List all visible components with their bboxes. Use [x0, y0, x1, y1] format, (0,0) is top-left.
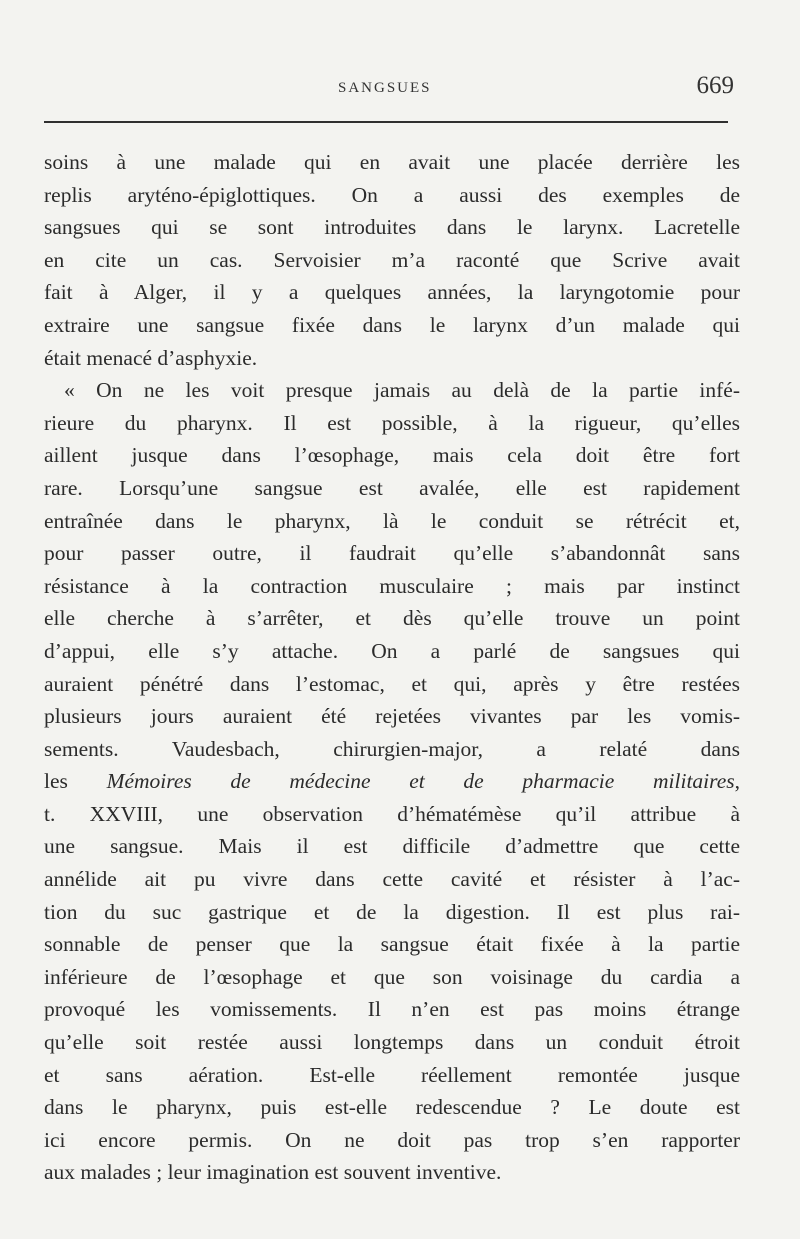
- text-line: fait à Alger, il y a quelques années, la laryngotomie pour: [44, 280, 740, 305]
- text-line: soins à une malade qui en avait une placée derrière les: [44, 150, 740, 174]
- text-line: en cite un cas. Servoisier m’a raconté que Scrive avait: [44, 247, 740, 272]
- text-line: résistance à la contraction musculaire ; mais par instinct: [44, 573, 740, 598]
- text-fragment: ,: [734, 769, 740, 794]
- text-line: extraire une sangsue fixée dans le larynx d’un malade qui: [44, 312, 740, 337]
- running-title: SANGSUES: [338, 80, 432, 96]
- text-line: inférieure de l’œsophage et que son voisinage du cardia a: [44, 964, 740, 989]
- text-line: replis aryténo-épiglottiques. On a aussi des exemples de: [44, 182, 740, 207]
- text-line: aux malades ; leur imagination est souvent inventive.: [44, 1160, 502, 1185]
- page-header: [44, 70, 734, 110]
- text-line: tion du suc gastrique et de la digestion. Il est plus rai-: [44, 899, 740, 924]
- text-fragment: les: [44, 769, 107, 794]
- text-line: rieure du pharynx. Il est possible, à la rigueur, qu’elles: [44, 410, 740, 435]
- text-line: entraînée dans le pharynx, là le conduit se rétrécit et,: [44, 508, 740, 533]
- text-line: était menacé d’asphyxie.: [44, 345, 258, 370]
- text-line: dans le pharynx, puis est-elle redescendue ? Le doute est: [44, 1095, 740, 1120]
- text-line: aillent jusque dans l’œsophage, mais cela doit être fort: [44, 443, 740, 468]
- text-line: pour passer outre, il faudrait qu’elle s’abandonnât sans: [44, 541, 740, 566]
- text-line: sonnable de penser que la sangsue était fixée à la partie: [44, 932, 740, 957]
- text-line: sements. Vaudesbach, chirurgien-major, a relaté dans: [44, 736, 740, 761]
- text-line: d’appui, elle s’y attache. On a parlé de sangsues qui: [44, 638, 740, 663]
- text-line: provoqué les vomissements. Il n’en est pas moins étrange: [44, 997, 740, 1022]
- text-line: ici encore permis. On ne doit pas trop s’en rapporter: [44, 1127, 740, 1152]
- text-line: et sans aération. Est-elle réellement remontée jusque: [44, 1062, 740, 1087]
- text-line: plusieurs jours auraient été rejetées vivantes par les vomis-: [44, 704, 740, 729]
- page-number: 669: [696, 72, 734, 99]
- text-line: rare. Lorsqu’une sangsue est avalée, elle est rapidement: [44, 475, 740, 500]
- text-line: qu’elle soit restée aussi longtemps dans un conduit étroit: [44, 1030, 740, 1055]
- body-text: [44, 146, 740, 1189]
- header-rule: [44, 121, 728, 123]
- text-line: annélide ait pu vivre dans cette cavité et résister à l’ac-: [44, 867, 740, 892]
- text-line: auraient pénétré dans l’estomac, et qui, après y être restées: [44, 671, 740, 696]
- text-line: une sangsue. Mais il est difficile d’admettre que cette: [44, 834, 740, 859]
- text-line: elle cherche à s’arrêter, et dès qu’elle trouve un point: [44, 606, 740, 631]
- text-line-with-italic: [44, 765, 740, 798]
- text-line: « On ne les voit presque jamais au delà de la partie infé-: [64, 378, 740, 403]
- text-line: t. XXVIII, une observation d’hématémèse qu’il attribue à: [44, 801, 740, 826]
- text-line: sangsues qui se sont introduites dans le larynx. Lacretelle: [44, 215, 740, 240]
- italic-title: Mémoires de médecine et de pharmacie militaires: [106, 769, 735, 794]
